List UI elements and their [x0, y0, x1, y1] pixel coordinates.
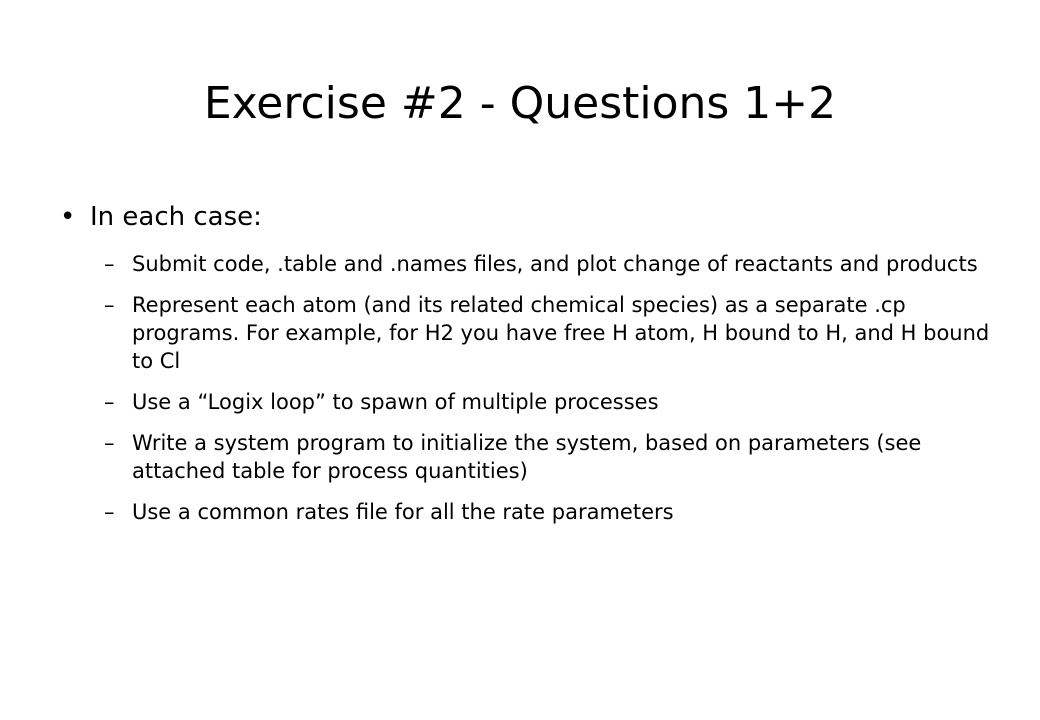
sub-bullet-item [104, 429, 1004, 485]
dash-marker: – [104, 390, 115, 414]
sub-bullet-item [104, 498, 1004, 526]
slide-title: Exercise #2 - Questions 1+2 [203, 78, 837, 129]
main-bullet-text: In each case: [90, 202, 262, 232]
bullet-marker: • [60, 202, 76, 232]
sub-bullet-text: Represent each atom (and its related chemical species) as a separate .cp programs. For example, for H2 you have free H atom, H bound to H, and H bound to Cl [132, 293, 990, 373]
dash-marker: – [104, 252, 115, 276]
sub-bullet-item [104, 250, 1004, 278]
sub-bullet-text: Write a system program to initialize the system, based on parameters (see attached table for process quantities) [132, 431, 922, 483]
sub-bullet-item [104, 388, 1004, 416]
dash-marker: – [104, 431, 115, 455]
dash-marker: – [104, 500, 115, 524]
dash-marker: – [104, 293, 115, 317]
sub-bullet-text: Use a common rates file for all the rate parameters [132, 500, 674, 524]
sub-bullet-list [104, 250, 1004, 539]
sub-bullet-text: Use a “Logix loop” to spawn of multiple processes [132, 390, 659, 414]
sub-bullet-item [104, 291, 1004, 375]
sub-bullet-text: Submit code, .table and .names files, and plot change of reactants and products [132, 252, 978, 276]
